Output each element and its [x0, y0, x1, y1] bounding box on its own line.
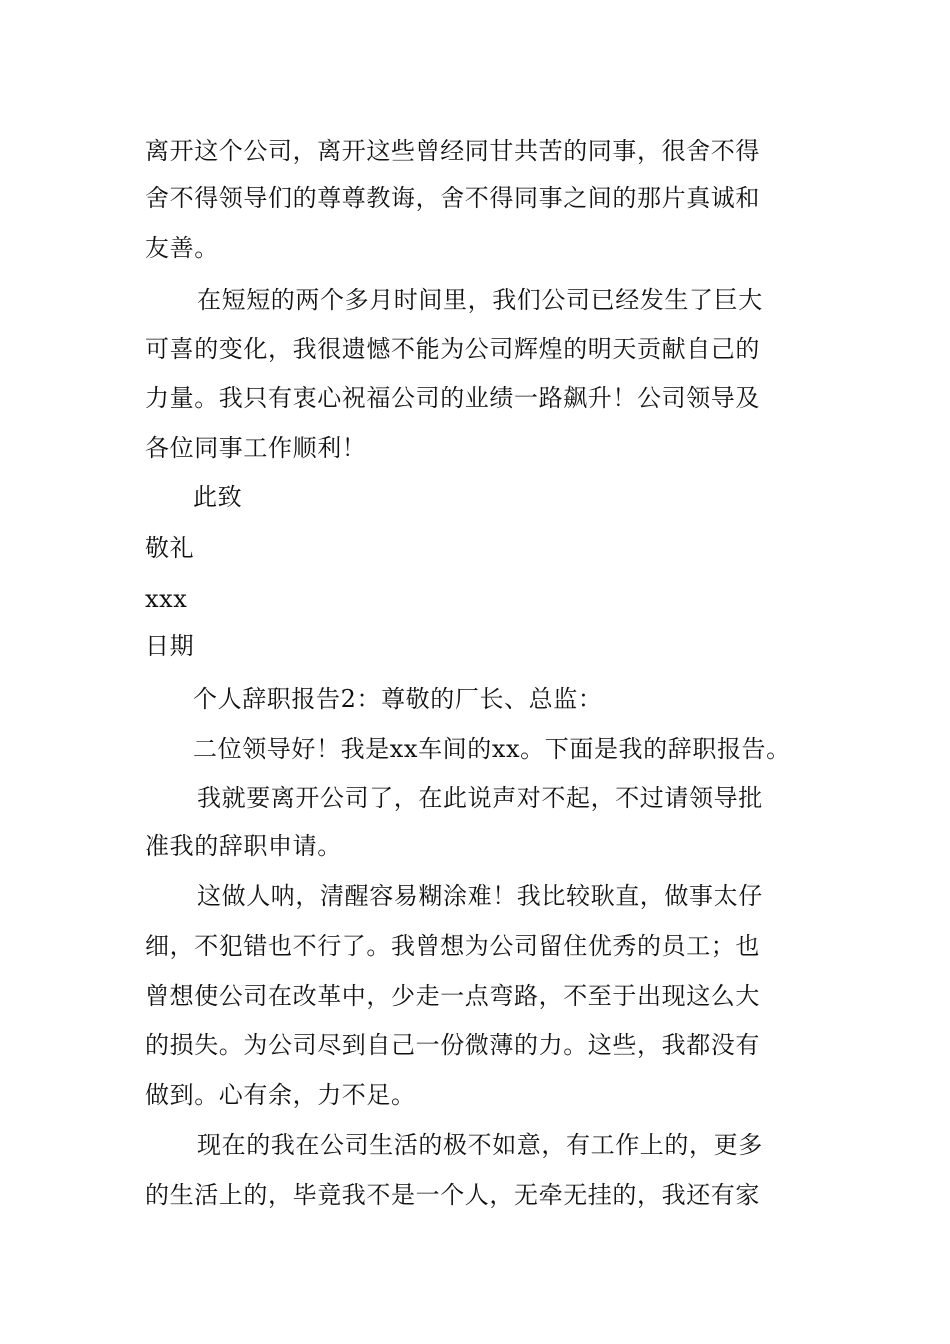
text-line: 在短短的两个多月时间里，我们公司已经发生了巨大 — [197, 286, 763, 314]
text-line: 的损失。为公司尽到自己一份微薄的力。这些，我都没有 — [145, 1031, 760, 1059]
text-line: 曾想使公司在改革中，少走一点弯路，不至于出现这么大 — [145, 982, 760, 1010]
text-line: 友善。 — [145, 234, 219, 262]
text-line: 我就要离开公司了，在此说声对不起，不过请领导批 — [197, 784, 763, 812]
report-heading: 个人辞职报告2：尊敬的厂长、总监： — [193, 685, 603, 713]
text-line: 现在的我在公司生活的极不如意，有工作上的，更多 — [197, 1131, 763, 1159]
text-line: 力量。我只有衷心祝福公司的业绩一路飙升！公司领导及 — [145, 384, 760, 412]
text-line: 各位同事工作顺利！ — [145, 434, 367, 462]
text-line: 准我的辞职申请。 — [145, 832, 342, 860]
closing-regards: 敬礼 — [145, 534, 195, 562]
text-line: 做到。心有余，力不足。 — [145, 1081, 416, 1109]
closing-salutation: 此致 — [193, 483, 243, 511]
text-line: 这做人呐，清醒容易糊涂难！我比较耿直，做事太仔 — [197, 882, 763, 910]
text-line: 离开这个公司，离开这些曾经同甘共苦的同事，很舍不得 — [145, 137, 760, 165]
text-line: 的生活上的，毕竟我不是一个人，无牵无挂的，我还有家 — [145, 1181, 760, 1209]
signature-name: xxx — [145, 585, 188, 613]
text-line: 二位领导好！我是xx车间的xx。下面是我的辞职报告。 — [193, 735, 791, 763]
text-line: 舍不得领导们的尊尊教诲，舍不得同事之间的那片真诚和 — [145, 184, 760, 212]
text-line: 细，不犯错也不行了。我曾想为公司留住优秀的员工；也 — [145, 932, 760, 960]
text-line: 可喜的变化，我很遗憾不能为公司辉煌的明天贡献自己的 — [145, 335, 760, 363]
signature-date: 日期 — [145, 632, 195, 660]
